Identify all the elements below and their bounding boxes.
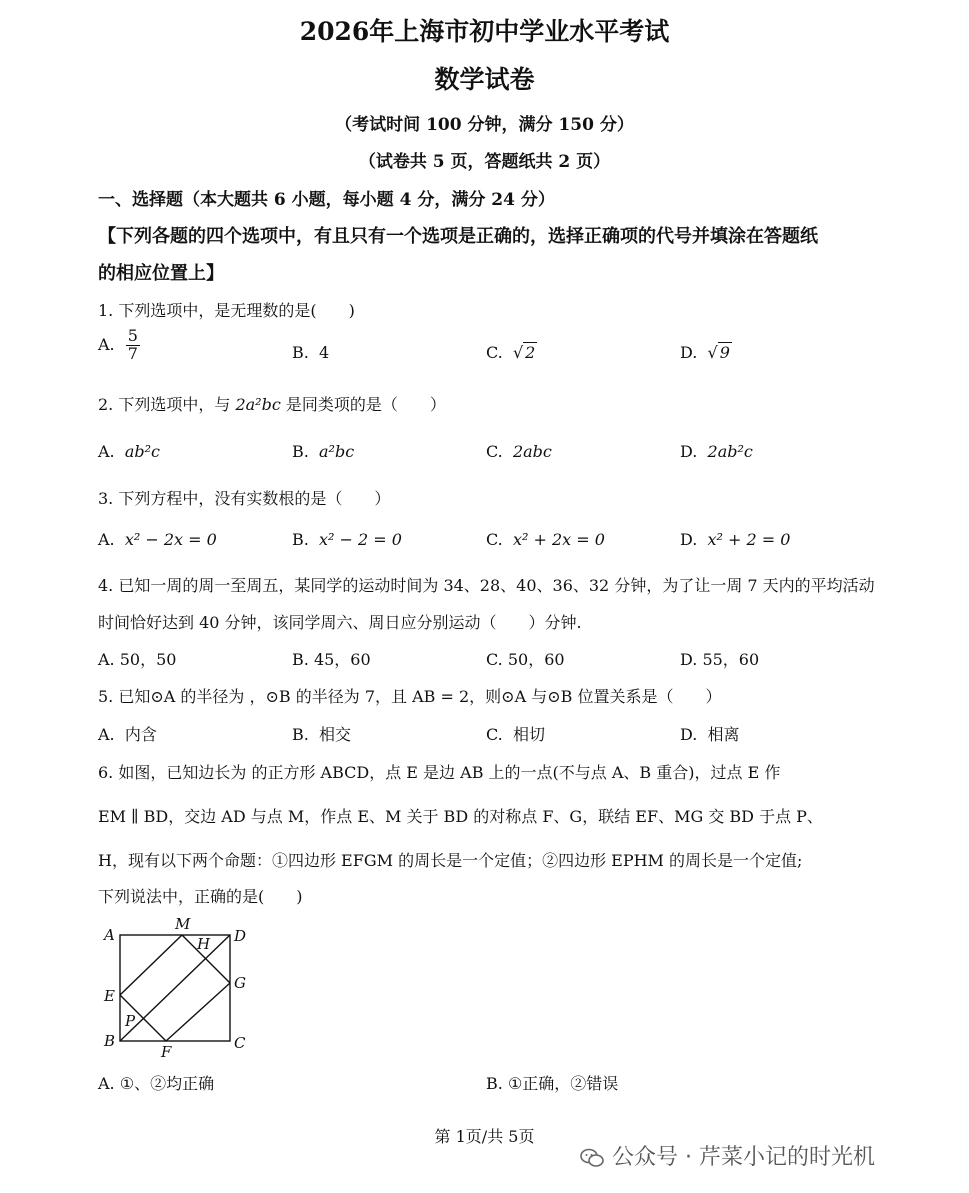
q5-option-c-text: 相切 [512,725,545,744]
q2-option-c-label: C. [486,442,503,461]
segment-fg [166,983,230,1041]
question-5-stem: 5. 已知⊙A 的半径为 ，⊙B 的半径为 7，且 AB = 2，则⊙A 与⊙B 位置关系是（ ） [98,687,722,706]
q4-option-d [680,647,759,670]
question-6-stem-line-4: 下列说法中，正确的是( ) [98,887,303,906]
q5-option-d-label: D. [680,725,698,744]
question-4-stem-line-1: 4. 已知一周的周一至周五，某同学的运动时间为 34、28、40、36、32 分钟，为了让一周 7 天内的平均活动 [98,576,875,595]
q5-option-c-label: C. [486,725,503,744]
q3-option-b-label: B. [292,530,309,549]
q1-option-c [486,343,537,362]
q3-option-c-label: C. [486,530,503,549]
q2-option-a-text: ab²c [124,442,160,461]
q2-option-c [486,442,552,461]
q1-option-a-fraction [126,328,140,363]
q1-option-a [98,328,140,363]
segment-em [120,935,182,995]
label-e: E [104,987,115,1005]
q1-option-b-label: B. [292,343,309,362]
label-m: M [175,915,191,933]
q6-option-a-label: A. [98,1074,115,1093]
label-p: P [125,1012,136,1030]
q3-option-d-text: x² + 2 = 0 [707,530,791,549]
q2-option-a-label: A. [98,442,115,461]
q4-option-c-text: 50，60 [507,650,565,669]
q5-option-c [486,722,545,745]
q3-option-c [486,530,605,549]
q1-option-d-radical: √ 9 [707,343,730,362]
instruction-line-1: 【下列各题的四个选项中，有且只有一个选项是正确的，选择正确项的代号并填涂在答题纸 [98,226,818,247]
q5-option-a-text: 内含 [124,725,157,744]
question-4-stem-line-2: 时间恰好达到 40 分钟，该同学周六、周日应分别运动（ ）分钟. [98,613,582,632]
q2-option-b [292,442,354,461]
q6-option-b-text: ①正确，②错误 [507,1074,619,1093]
q1-option-d [680,343,732,362]
q4-option-a-text: 50，50 [119,650,177,669]
q4-option-d-text: 55，60 [702,650,760,669]
q1-fraction-numerator: 5 [127,326,138,345]
question-1-stem: 1. 下列选项中，是无理数的是( ) [98,301,355,320]
q4-option-b-label: B. [292,650,309,669]
question-3-stem: 3. 下列方程中，没有实数根的是（ ） [98,489,391,508]
q2-option-d [680,442,753,461]
q4-option-c-label: C. [486,650,503,669]
q5-option-d-text: 相离 [707,725,740,744]
q1-option-a-label: A. [98,334,115,354]
q1-option-c-label: C. [486,343,503,362]
q5-option-b [292,722,351,745]
square-abcd-figure [100,915,260,1063]
diagonal-bd [120,935,230,1041]
label-c: C [234,1034,246,1052]
q2-option-c-text: 2abc [512,442,552,461]
label-b: B [104,1032,116,1050]
label-g: G [234,974,246,992]
pages-note: （试卷共 5 页，答题纸共 2 页） [358,152,611,172]
q1-option-d-label: D. [680,343,698,362]
q4-option-d-label: D. [680,650,698,669]
q5-option-a-label: A. [98,725,115,744]
q5-option-a [98,722,157,745]
q1-fraction-denominator: 7 [127,343,138,363]
label-h: H [197,935,211,953]
q2-stem-math: 2a²bc [235,395,281,414]
exam-title: 2026年上海市初中学业水平考试 [299,17,670,46]
q4-option-b-text: 45，60 [313,650,371,669]
q2-option-b-label: B. [292,442,309,461]
q3-option-b [292,530,402,549]
watermark [580,1140,875,1171]
exam-subtitle: 数学试卷 [434,65,535,94]
wechat-icon [580,1148,604,1168]
q3-option-a-text: x² − 2x = 0 [124,530,217,549]
label-f: F [161,1043,172,1061]
question-6-stem-line-1: 6. 如图，已知边长为 的正方形 ABCD，点 E 是边 AB 上的一点(不与点 A、B 重合)，过点 E 作 [98,763,781,782]
q6-option-a [98,1071,214,1094]
q5-option-b-label: B. [292,725,309,744]
q2-stem-prefix: 2. 下列选项中，与 [98,395,231,414]
q5-option-b-text: 相交 [319,725,352,744]
q5-option-d [680,722,740,745]
q6-option-b [486,1071,618,1094]
label-a: A [104,926,115,944]
q1-option-b [292,343,329,362]
section-heading: 一、选择题（本大题共 6 小题，每小题 4 分，满分 24 分） [98,190,555,210]
q3-option-b-text: x² − 2 = 0 [319,530,402,549]
q4-option-a-label: A. [98,650,115,669]
page-number: 第 1页/共 5页 [434,1127,535,1146]
question-6-stem-line-3: H，现有以下两个命题：①四边形 EFGM 的周长是一个定值；②四边形 EPHM 的周长是一个定值; [98,851,803,870]
q4-option-c [486,647,565,670]
q3-option-c-text: x² + 2x = 0 [512,530,605,549]
q2-option-d-text: 2ab²c [707,442,753,461]
q2-stem-suffix: 是同类项的是（ ） [285,395,446,414]
q2-option-d-label: D. [680,442,698,461]
q2-option-a [98,442,160,461]
watermark-text: 公众号 · 芹菜小记的时光机 [612,1145,875,1170]
q3-option-a-label: A. [98,530,115,549]
q3-option-d [680,530,790,549]
q6-option-a-text: ①、②均正确 [119,1074,215,1093]
q1-option-c-radical: √ 2 [512,343,536,362]
q3-option-d-label: D. [680,530,698,549]
label-d: D [234,927,247,945]
question-6-stem-line-2: EM ∥ BD，交边 AD 与点 M，作点 E、M 关于 BD 的对称点 F、G，联结 EF、MG 交 BD 于点 P、 [98,807,823,826]
q6-option-b-label: B. [486,1074,503,1093]
q4-option-a [98,647,176,670]
question-2-stem [98,392,446,415]
q4-option-b [292,647,371,670]
q2-option-b-text: a²bc [319,442,355,461]
q1-option-b-text: 4 [319,343,330,362]
instruction-line-2: 的相应位置上】 [98,263,224,284]
q3-option-a [98,530,217,549]
time-note: （考试时间 100 分钟，满分 150 分） [335,115,634,135]
